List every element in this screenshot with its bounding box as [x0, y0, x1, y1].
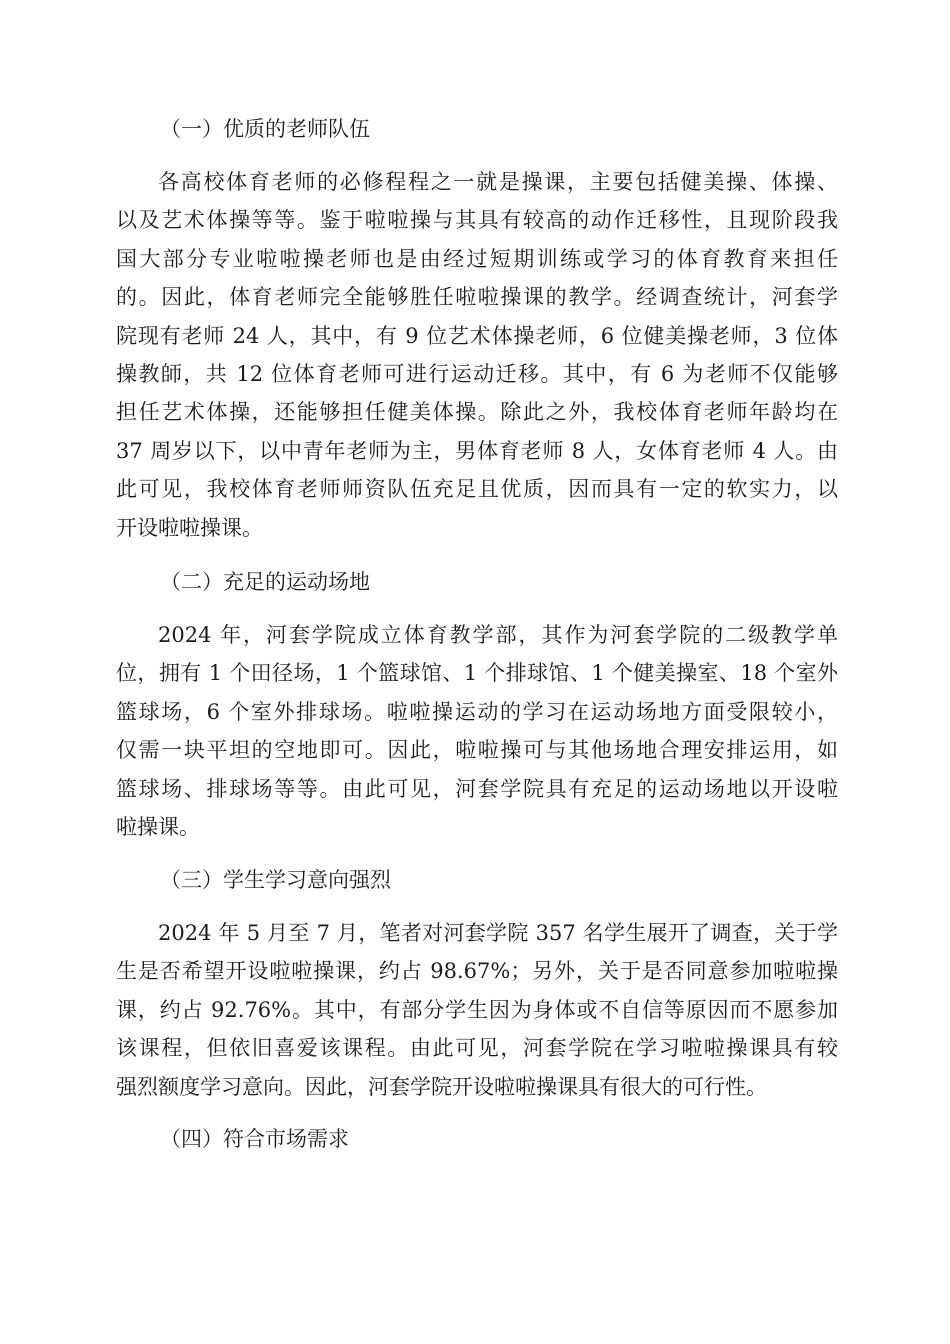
paragraph-line: 位，拥有 1 个田径场，1 个篮球馆、1 个排球馆、1 个健美操室、18 个室外	[116, 661, 838, 686]
paragraph-line: 37 周岁以下，以中青年老师为主，男体育老师 8 人，女体育老师 4 人。由	[116, 438, 838, 463]
paragraph-line: 院现有老师 24 人，其中，有 9 位艺术体操老师，6 位健美操老师，3 位体	[116, 323, 838, 348]
section-2-paragraph	[116, 616, 838, 846]
section-1-paragraph	[116, 163, 838, 547]
paragraph-line: 生是否希望开设啦啦操课，约占 98.67%；另外，关于是否同意参加啦啦操	[116, 959, 838, 984]
section-heading-4: （四）符合市场需求	[160, 1127, 349, 1151]
paragraph-line: 以及艺术体操等等。鉴于啦啦操与其具有较高的动作迁移性，且现阶段我	[116, 208, 838, 233]
paragraph-line: 担任艺术体操，还能够担任健美体操。除此之外，我校体育老师年龄均在	[116, 400, 838, 425]
section-heading-2: （二）充足的运动场地	[160, 570, 370, 594]
paragraph-line: 该课程，但依旧喜爱该课程。由此可见，河套学院在学习啦啦操课具有较	[116, 1036, 838, 1061]
paragraph-line: 仅需一块平坦的空地即可。因此，啦啦操可与其他场地合理安排运用，如	[116, 738, 838, 763]
section-heading-1: （一）优质的老师队伍	[160, 117, 370, 141]
section-3-paragraph	[116, 914, 838, 1106]
paragraph-line: 篮球场，6 个室外排球场。啦啦操运动的学习在运动场地方面受限较小，	[116, 699, 838, 724]
paragraph-line: 的。因此，体育老师完全能够胜任啦啦操课的教学。经调查统计，河套学	[116, 285, 838, 310]
paragraph-line: 2024 年 5 月至 7 月，笔者对河套学院 357 名学生展开了调查，关于学	[158, 921, 838, 945]
paragraph-line: 篮球场、排球场等等。由此可见，河套学院具有充足的运动场地以开设啦	[116, 776, 838, 801]
paragraph-line: 开设啦啦操课。	[116, 515, 263, 540]
paragraph-line: 课，约占 92.76%。其中，有部分学生因为身体或不自信等原因而不愿参加	[116, 997, 838, 1022]
paragraph-line: 强烈额度学习意向。因此，河套学院开设啦啦操课具有很大的可行性。	[116, 1074, 767, 1099]
paragraph-line: 国大部分专业啦啦操老师也是由经过短期训练或学习的体育教育来担任	[116, 246, 838, 271]
paragraph-line: 此可见，我校体育老师师资队伍充足且优质，因而具有一定的软实力，以	[116, 477, 838, 502]
paragraph-line: 啦操课。	[116, 814, 200, 839]
paragraph-line: 操教師，共 12 位体育老师可进行运动迁移。其中，有 6 为老师不仅能够	[116, 361, 838, 386]
paragraph-line: 2024 年，河套学院成立体育教学部，其作为河套学院的二级教学单	[158, 623, 838, 647]
section-heading-3: （三）学生学习意向强烈	[160, 868, 391, 892]
paragraph-line: 各高校体育老师的必修程程之一就是操课，主要包括健美操、体操、	[158, 170, 838, 194]
